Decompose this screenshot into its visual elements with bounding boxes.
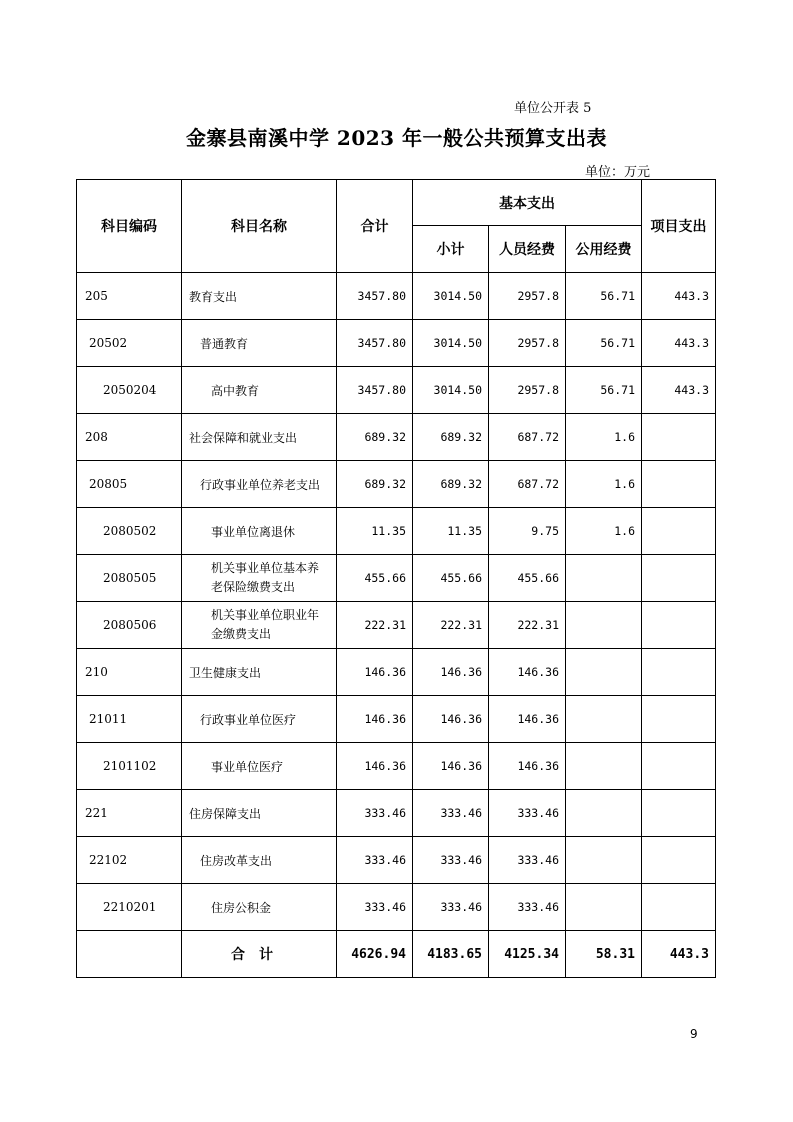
cell-project: 443.3: [642, 273, 716, 320]
table-row: [77, 837, 716, 884]
budget-table: [76, 179, 716, 978]
cell-total: 455.66: [337, 555, 413, 602]
subject-name: 社会保障和就业支出: [182, 414, 337, 461]
subject-code: 21011: [77, 696, 182, 743]
subject-name: 高中教育: [182, 367, 337, 414]
cell-public: 56.71: [566, 273, 642, 320]
cell-personnel: 9.75: [489, 508, 566, 555]
cell-public: 1.6: [566, 461, 642, 508]
subject-name: 行政事业单位养老支出: [182, 461, 337, 508]
cell-total: 689.32: [337, 414, 413, 461]
subject-name: 住房公积金: [182, 884, 337, 931]
page-title: 金寨县南溪中学 2023 年一般公共预算支出表: [185, 126, 608, 150]
table-body: [77, 273, 716, 978]
cell-personnel: 2957.8: [489, 273, 566, 320]
subject-code: 20502: [77, 320, 182, 367]
subject-code: 221: [77, 790, 182, 837]
cell-total: 3457.80: [337, 367, 413, 414]
cell-public: 56.71: [566, 320, 642, 367]
table-row: [77, 555, 716, 602]
cell-subtotal: 146.36: [413, 743, 489, 790]
cell-personnel: 222.31: [489, 602, 566, 649]
cell-subtotal: 3014.50: [413, 273, 489, 320]
cell-subtotal: 689.32: [413, 414, 489, 461]
cell-public: 1.6: [566, 508, 642, 555]
header-personnel: 人员经费: [489, 226, 566, 273]
subject-name: 行政事业单位医疗: [182, 696, 337, 743]
subject-name: 住房改革支出: [182, 837, 337, 884]
cell-total: 146.36: [337, 649, 413, 696]
subject-code: 20805: [77, 461, 182, 508]
table-row: [77, 508, 716, 555]
cell-subtotal: 455.66: [413, 555, 489, 602]
cell-project: [642, 837, 716, 884]
cell-public: [566, 743, 642, 790]
total-row: [77, 931, 716, 978]
table-row: [77, 320, 716, 367]
subject-code: 2210201: [77, 884, 182, 931]
cell-total: 222.31: [337, 602, 413, 649]
table-row: [77, 273, 716, 320]
cell-subtotal: 146.36: [413, 696, 489, 743]
cell-personnel: 146.36: [489, 743, 566, 790]
total-project: 443.3: [642, 931, 716, 978]
subject-code: 22102: [77, 837, 182, 884]
cell-subtotal: 11.35: [413, 508, 489, 555]
subject-code: 2080506: [77, 602, 182, 649]
cell-personnel: 687.72: [489, 461, 566, 508]
cell-personnel: 333.46: [489, 790, 566, 837]
cell-personnel: 333.46: [489, 837, 566, 884]
subject-code: 2080505: [77, 555, 182, 602]
cell-public: 1.6: [566, 414, 642, 461]
table-row: [77, 743, 716, 790]
cell-total: 689.32: [337, 461, 413, 508]
table-number: 单位公开表 5: [514, 101, 592, 116]
subject-code: 2101102: [77, 743, 182, 790]
subject-code: 208: [77, 414, 182, 461]
total-code-cell: [77, 931, 182, 978]
table-row: [77, 414, 716, 461]
cell-project: [642, 649, 716, 696]
cell-personnel: 146.36: [489, 696, 566, 743]
cell-subtotal: 3014.50: [413, 320, 489, 367]
header-public: 公用经费: [566, 226, 642, 273]
subject-name: 事业单位医疗: [182, 743, 337, 790]
cell-total: 333.46: [337, 790, 413, 837]
subject-name: 住房保障支出: [182, 790, 337, 837]
page-number: 9: [690, 1027, 698, 1041]
cell-total: 146.36: [337, 696, 413, 743]
cell-public: [566, 555, 642, 602]
cell-public: [566, 884, 642, 931]
cell-public: [566, 837, 642, 884]
cell-public: [566, 602, 642, 649]
cell-public: [566, 696, 642, 743]
cell-total: 3457.80: [337, 320, 413, 367]
cell-project: [642, 602, 716, 649]
table-row: [77, 649, 716, 696]
header-code: 科目编码: [77, 180, 182, 273]
total-total: 4626.94: [337, 931, 413, 978]
total-personnel: 4125.34: [489, 931, 566, 978]
subject-code: 205: [77, 273, 182, 320]
cell-personnel: 2957.8: [489, 367, 566, 414]
cell-personnel: 333.46: [489, 884, 566, 931]
cell-total: 333.46: [337, 884, 413, 931]
cell-personnel: 2957.8: [489, 320, 566, 367]
subject-name: 机关事业单位职业年金缴费支出: [182, 602, 337, 649]
cell-subtotal: 222.31: [413, 602, 489, 649]
cell-total: 3457.80: [337, 273, 413, 320]
cell-personnel: 687.72: [489, 414, 566, 461]
cell-public: [566, 790, 642, 837]
subject-name: 普通教育: [182, 320, 337, 367]
cell-project: [642, 508, 716, 555]
subject-name: 机关事业单位基本养老保险缴费支出: [182, 555, 337, 602]
cell-personnel: 455.66: [489, 555, 566, 602]
cell-total: 146.36: [337, 743, 413, 790]
cell-total: 333.46: [337, 837, 413, 884]
cell-subtotal: 333.46: [413, 837, 489, 884]
cell-subtotal: 689.32: [413, 461, 489, 508]
table-row: [77, 602, 716, 649]
total-public: 58.31: [566, 931, 642, 978]
total-subtotal: 4183.65: [413, 931, 489, 978]
cell-project: 443.3: [642, 320, 716, 367]
total-label: 合计: [182, 931, 337, 978]
cell-project: [642, 414, 716, 461]
header-total: 合计: [337, 180, 413, 273]
cell-project: [642, 461, 716, 508]
cell-personnel: 146.36: [489, 649, 566, 696]
cell-public: 56.71: [566, 367, 642, 414]
table-row: [77, 696, 716, 743]
cell-project: 443.3: [642, 367, 716, 414]
unit-label: 单位：万元: [585, 165, 651, 180]
header-project: 项目支出: [642, 180, 716, 273]
subject-name: 卫生健康支出: [182, 649, 337, 696]
cell-subtotal: 333.46: [413, 884, 489, 931]
subject-code: 2050204: [77, 367, 182, 414]
header-name: 科目名称: [182, 180, 337, 273]
table-row: [77, 884, 716, 931]
cell-public: [566, 649, 642, 696]
cell-total: 11.35: [337, 508, 413, 555]
subject-code: 2080502: [77, 508, 182, 555]
cell-project: [642, 743, 716, 790]
cell-subtotal: 333.46: [413, 790, 489, 837]
table-row: [77, 367, 716, 414]
table-row: [77, 461, 716, 508]
subject-name: 事业单位离退休: [182, 508, 337, 555]
table-row: [77, 790, 716, 837]
cell-project: [642, 555, 716, 602]
cell-project: [642, 696, 716, 743]
subject-code: 210: [77, 649, 182, 696]
cell-subtotal: 146.36: [413, 649, 489, 696]
cell-project: [642, 884, 716, 931]
cell-project: [642, 790, 716, 837]
header-basic: 基本支出: [413, 180, 642, 226]
header-subtotal: 小计: [413, 226, 489, 273]
cell-subtotal: 3014.50: [413, 367, 489, 414]
subject-name: 教育支出: [182, 273, 337, 320]
